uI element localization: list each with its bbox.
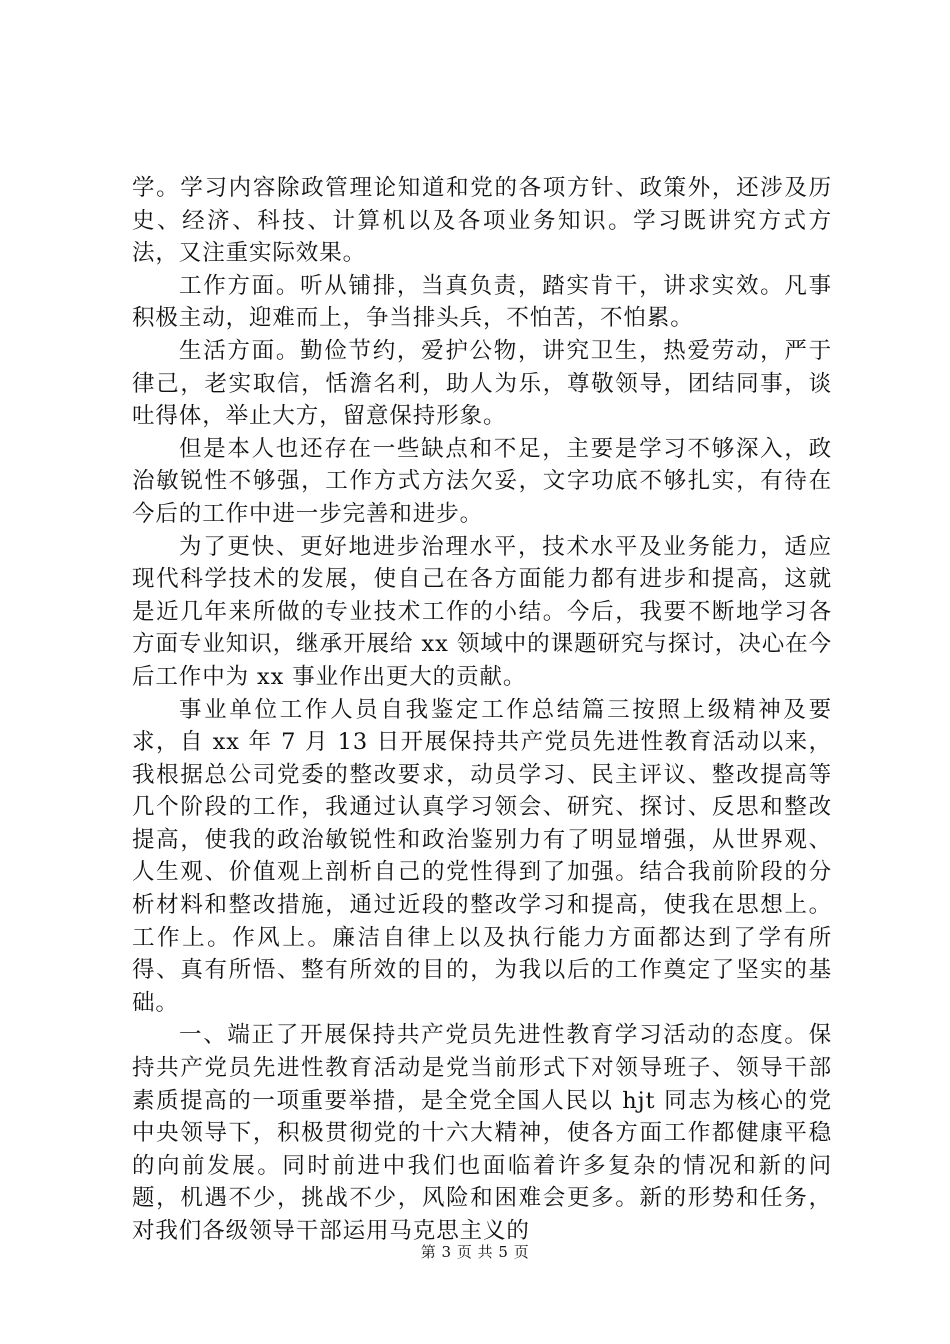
paragraph-3: 生活方面。勤俭节约，爱护公物，讲究卫生，热爱劳动，严于律己，老实取信，恬澹名利，助人为乐，尊敬领导，团结同事，谈吐得体，举止大方，留意保持形象。 — [132, 337, 832, 430]
paragraph-7: 一、端正了开展保持共产党员先进性教育学习活动的态度。保持共产党员先进性教育活动是党当前形式下对领导班子、领导干部素质提高的一项重要举措，是全党全国人民以 hjt 同志为核心的党中央领导下，积极贯彻党的十六大精神，使各方面工作都健康平稳的向前发展。同时前进中我们也面临着许多复杂的情况和新的问题，机遇不少，挑战不少，风险和困难会更多。新的形势和任务，对我们各级领导干部运用马克思主义的 — [132, 1022, 832, 1244]
paragraph-1: 学。学习内容除政管理论知道和党的各项方针、政策外，还涉及历史、经济、科技、计算机以及各项业务知识。学习既讲究方式方法，又注重实际效果。 — [132, 175, 832, 267]
paragraph-4: 但是本人也还存在一些缺点和不足，主要是学习不够深入，政治敏锐性不够强，工作方式方法欠妥，文字功底不够扎实，有待在今后的工作中进一步完善和进步。 — [132, 435, 832, 527]
paragraph-2: 工作方面。听从铺排，当真负责，踏实肯干，讲求实效。凡事积极主动，迎难而上，争当排头兵，不怕苦，不怕累。 — [132, 272, 832, 332]
paragraph-6: 事业单位工作人员自我鉴定工作总结篇三按照上级精神及要求，自 xx 年 7 月 13 日开展保持共产党员先进性教育活动以来，我根据总公司党委的整改要求，动员学习、民主评议、整改提高等几个阶段的工作，我通过认真学习领会、研究、探讨、反思和整改提高，使我的政治敏锐性和政治鉴别力有了明显增强，从世界观、人生观、价值观上剖析自己的党性得到了加强。结合我前阶段的分析材料和整改措施，通过近段的整改学习和提高，使我在思想上。工作上。作风上。廉洁自律上以及执行能力方面都达到了学有所得、真有所悟、整有所效的目的，为我以后的工作奠定了坚实的基础。 — [132, 696, 832, 1016]
paragraph-5: 为了更快、更好地进步治理水平，技术水平及业务能力，适应现代科学技术的发展，使自己在各方面能力都有进步和提高，这就是近几年来所做的专业技术工作的小结。今后，我要不断地学习各方面专业知识，继承开展给 xx 领域中的课题研究与探讨，决心在今后工作中为 xx 事业作出更大的贡献。 — [132, 533, 832, 690]
page-number-footer: 第 3 页 共 5 页 — [420, 1243, 530, 1261]
document-body — [132, 172, 832, 1248]
